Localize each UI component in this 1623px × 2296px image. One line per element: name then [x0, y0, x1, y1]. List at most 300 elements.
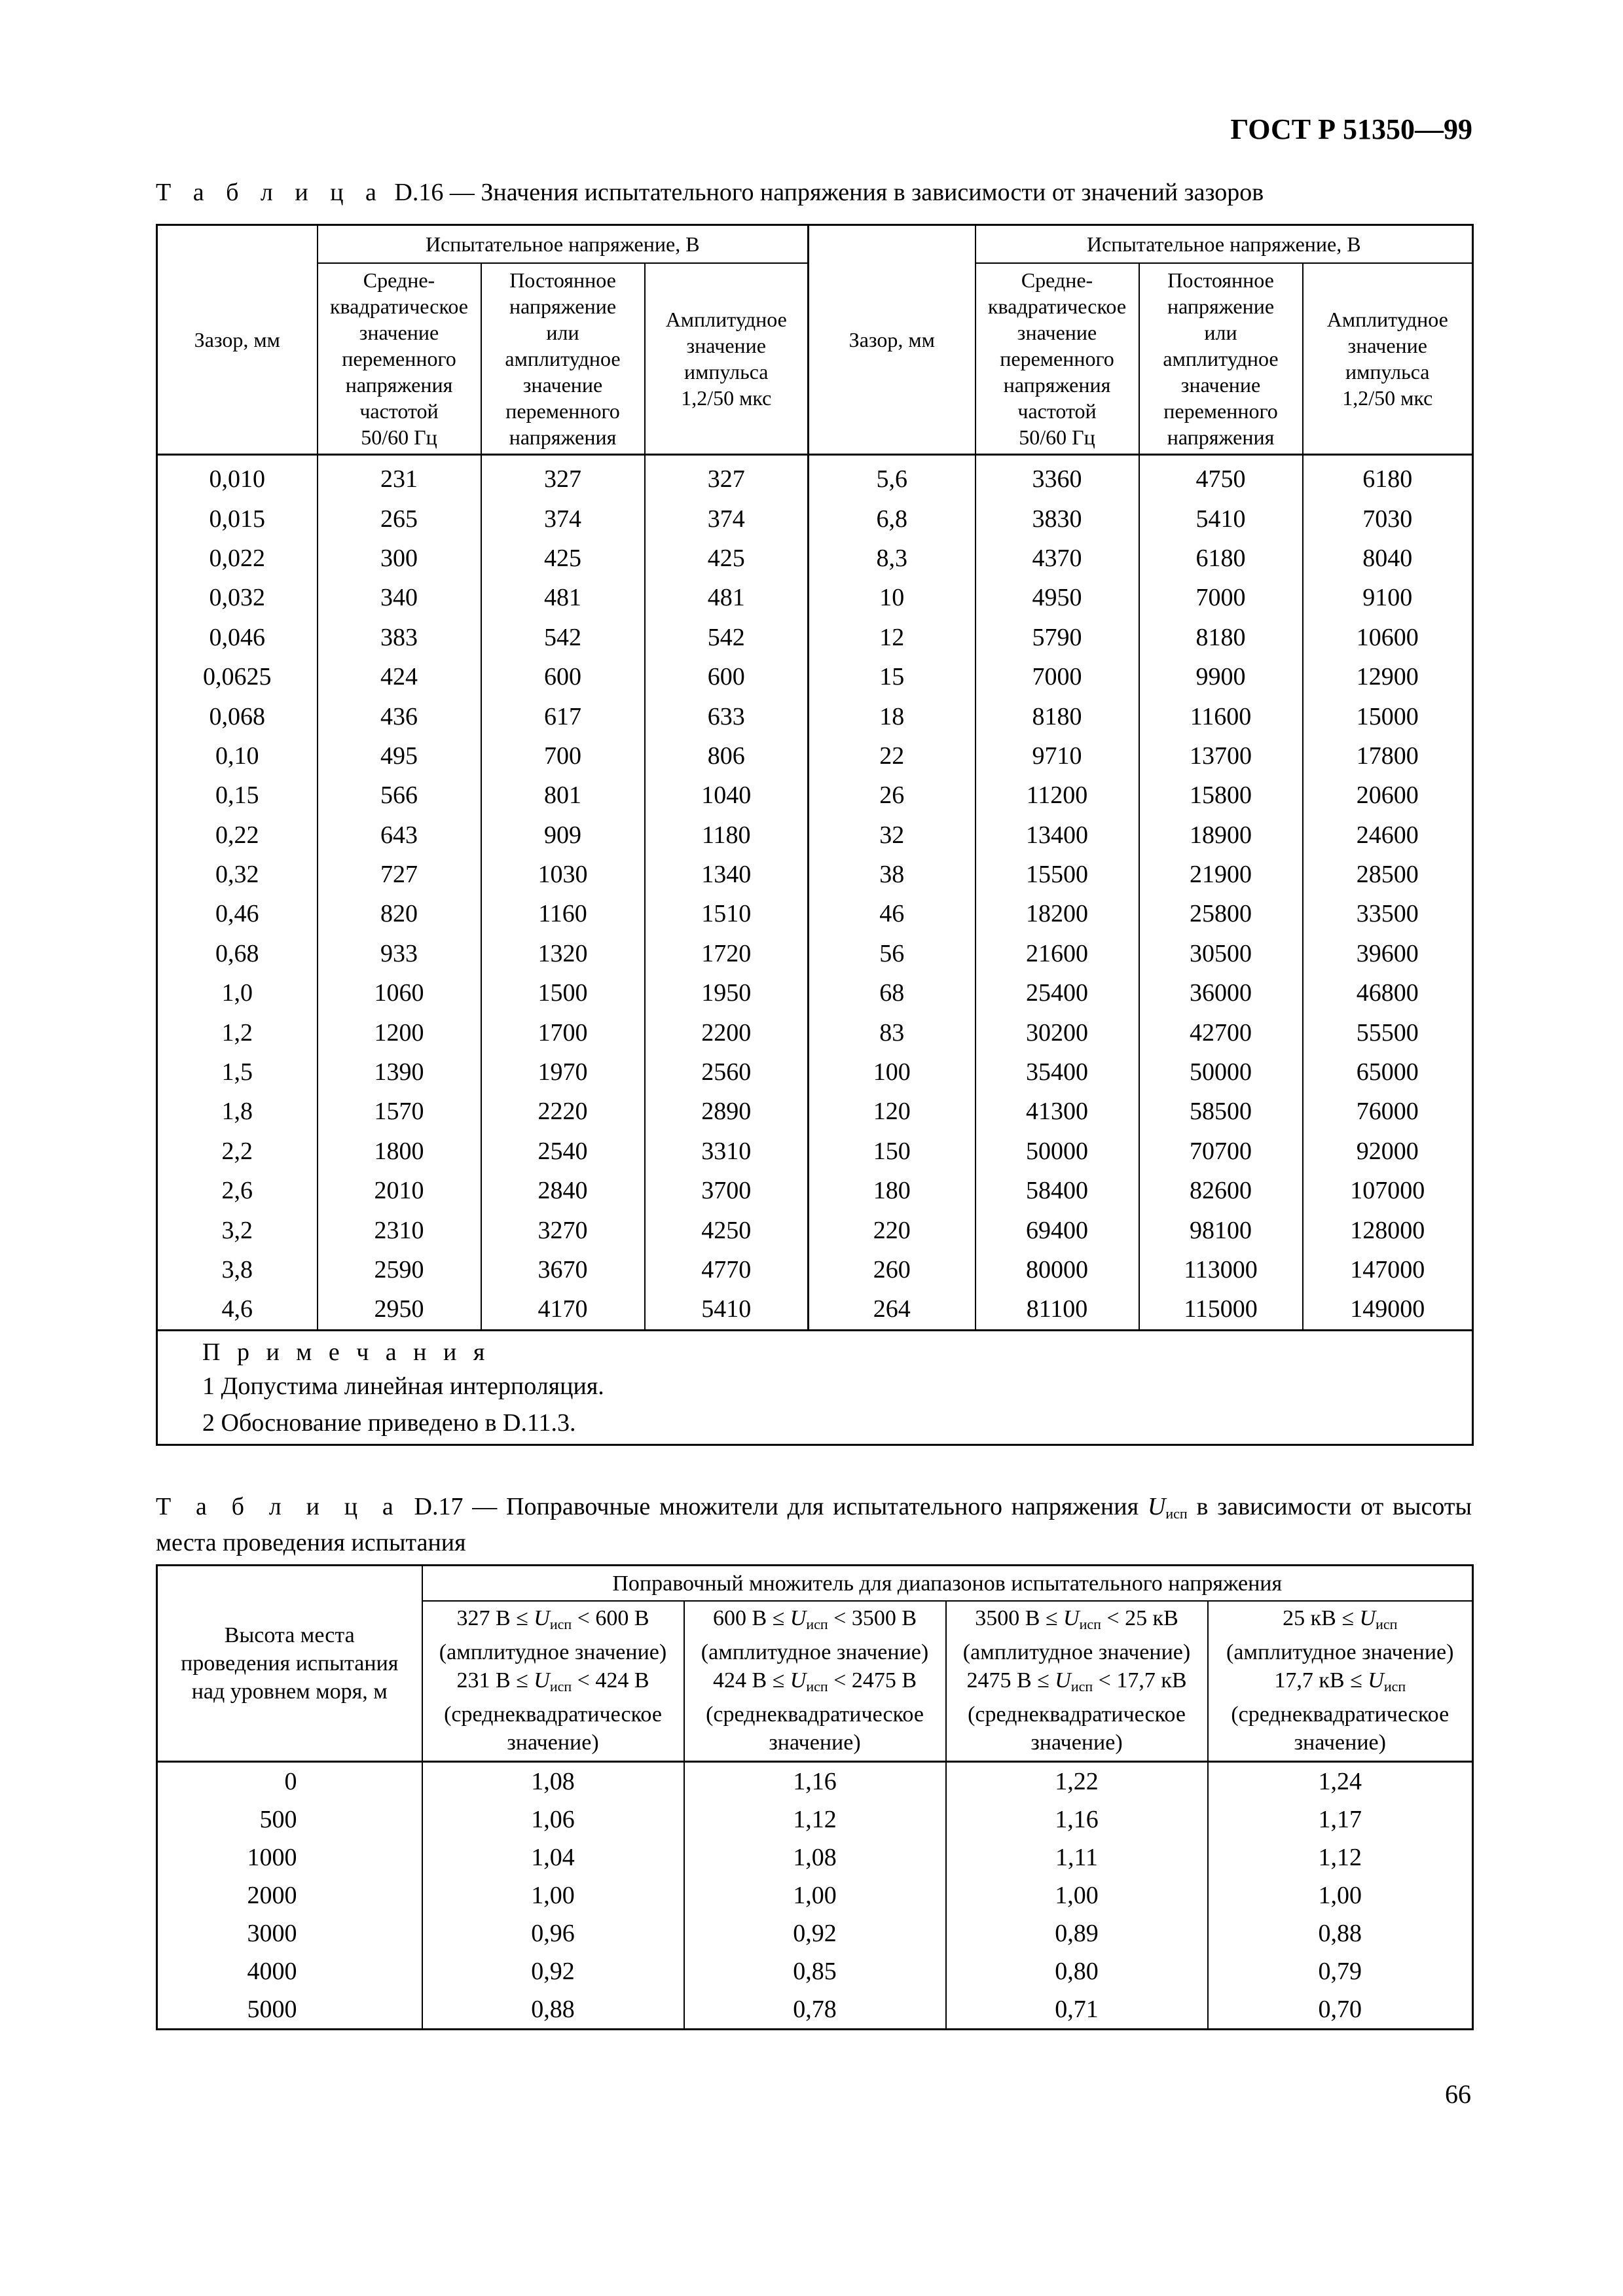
- table-cell: 42700: [1139, 1013, 1303, 1052]
- table-cell: 4250: [645, 1210, 809, 1249]
- range-text: значение): [1294, 1731, 1386, 1755]
- range-text: U: [1368, 1668, 1384, 1693]
- table-cell: 425: [645, 539, 809, 578]
- table-cell: 22: [809, 736, 976, 776]
- table-cell: 0,79: [1318, 1958, 1362, 1985]
- table-cell: 1,0: [157, 973, 318, 1013]
- table-cell: 0,10: [157, 736, 318, 776]
- table-cell: 5,6: [809, 455, 976, 499]
- range-text: < 600 В: [572, 1606, 649, 1630]
- table-cell: 1,16: [684, 1762, 946, 1801]
- table-cell: 38: [809, 855, 976, 894]
- range-text: значение): [1030, 1731, 1123, 1755]
- table-cell: 147000: [1350, 1256, 1425, 1283]
- table-cell: 3830: [976, 499, 1139, 538]
- table-cell: 3310: [645, 1132, 809, 1171]
- table-cell: 12: [809, 618, 976, 657]
- table-cell: 70700: [1139, 1132, 1303, 1171]
- table-cell: 3000: [157, 1914, 422, 1952]
- table-cell: 374: [645, 499, 809, 538]
- range-text: значение): [769, 1731, 861, 1755]
- table-row: [157, 1762, 1473, 1801]
- table-row: [157, 1171, 1473, 1210]
- table-row: [157, 934, 1473, 973]
- voltage-symbol: U: [1147, 1493, 1166, 1520]
- header-factor-group: Поправочный множитель для диапазонов испытательного напряжения: [422, 1566, 1473, 1602]
- table-cell: 3360: [976, 455, 1139, 499]
- table-cell: 4000: [157, 1952, 422, 1990]
- table-cell: 80000: [976, 1250, 1139, 1289]
- table-cell: 2560: [645, 1052, 809, 1092]
- table-cell: 15000: [1356, 702, 1419, 730]
- table-cell: 180: [809, 1171, 976, 1210]
- table-cell: 0,96: [422, 1914, 684, 1952]
- table-row: [157, 696, 1473, 736]
- table-label: Т а б л и ц а: [156, 1493, 401, 1520]
- table-row: [157, 1952, 1473, 1990]
- table-cell: 3270: [481, 1210, 645, 1249]
- table-cell: 58400: [976, 1171, 1139, 1210]
- table-cell: 0,015: [157, 499, 318, 538]
- table-cell: 3700: [645, 1171, 809, 1210]
- table-row: [157, 1250, 1473, 1289]
- table-cell: 98100: [1139, 1210, 1303, 1249]
- table-cell: 76000: [1356, 1098, 1419, 1126]
- header-gap-right: Зазор, мм: [809, 225, 976, 455]
- table-cell: 9100: [1362, 584, 1413, 612]
- table-cell: 643: [318, 816, 481, 855]
- table-cell: 909: [481, 816, 645, 855]
- table-cell: 0,68: [157, 934, 318, 973]
- table-cell: 2950: [318, 1289, 481, 1330]
- table-cell: 0,010: [157, 455, 318, 499]
- table-cell: 69400: [976, 1210, 1139, 1249]
- table-cell: 327: [481, 455, 645, 499]
- table-d17: [156, 1564, 1474, 2030]
- table-cell: 32: [809, 816, 976, 855]
- table-cell: 115000: [1139, 1289, 1303, 1330]
- table-cell: 1,00: [946, 1876, 1208, 1914]
- table-cell: 1500: [481, 973, 645, 1013]
- table-cell: 500: [157, 1801, 422, 1839]
- table-cell: 633: [645, 696, 809, 736]
- table-cell: 383: [318, 618, 481, 657]
- table-cell: 1320: [481, 934, 645, 973]
- table-cell: 1030: [481, 855, 645, 894]
- table-cell: 0,89: [946, 1914, 1208, 1952]
- table-row: [157, 816, 1473, 855]
- table-cell: 425: [481, 539, 645, 578]
- table-row: [157, 499, 1473, 538]
- range-text: исп: [549, 1678, 572, 1695]
- range-text: 2475 В ≤: [966, 1668, 1055, 1693]
- header-impulse: Амплитудное значение импульса 1,2/50 мкс: [645, 263, 809, 455]
- table-row: [157, 455, 1473, 499]
- table-cell: 933: [318, 934, 481, 973]
- table-cell: 4,6: [157, 1289, 318, 1330]
- table-cell: 1,8: [157, 1092, 318, 1131]
- table-row: [157, 1289, 1473, 1330]
- table-cell: 0,046: [157, 618, 318, 657]
- table-cell: 7000: [1139, 578, 1303, 617]
- table-cell: 113000: [1139, 1250, 1303, 1289]
- table-cell: 13700: [1139, 736, 1303, 776]
- header-gap-left: Зазор, мм: [157, 225, 318, 455]
- table-cell: 801: [481, 776, 645, 815]
- table-cell: 1040: [645, 776, 809, 815]
- range-text: исп: [549, 1616, 572, 1632]
- header-voltage-right: Испытательное напряжение, В: [976, 225, 1473, 264]
- header-range-4: [1208, 1601, 1473, 1762]
- table-cell: 2,2: [157, 1132, 318, 1171]
- range-text: (амплитудное значение): [439, 1640, 667, 1664]
- table-cell: 1,17: [1318, 1806, 1362, 1833]
- table-cell: 3,2: [157, 1210, 318, 1249]
- document-id: ГОСТ Р 51350—99: [1230, 113, 1472, 145]
- range-text: (среднеквадратическое: [1231, 1702, 1450, 1727]
- table-cell: 4370: [976, 539, 1139, 578]
- table-title: D.17 — Поправочные множители для испытательного напряжения: [414, 1493, 1139, 1520]
- table-cell: 30200: [976, 1013, 1139, 1052]
- table-cell: 265: [318, 499, 481, 538]
- range-text: исп: [806, 1678, 828, 1695]
- header-range-1: [422, 1601, 684, 1762]
- table-cell: 1,5: [157, 1052, 318, 1092]
- table-cell: 374: [481, 499, 645, 538]
- page-number: 66: [1445, 2079, 1471, 2109]
- table-cell: 1,08: [422, 1762, 684, 1801]
- table-d17-caption: [156, 1492, 1472, 1557]
- table-cell: 9710: [976, 736, 1139, 776]
- table-cell: 4750: [1139, 455, 1303, 499]
- table-cell: 0,22: [157, 816, 318, 855]
- table-cell: 33500: [1356, 900, 1419, 928]
- table-cell: 10: [809, 578, 976, 617]
- table-row: [157, 1990, 1473, 2030]
- table-cell: 0,85: [684, 1952, 946, 1990]
- range-text: U: [534, 1668, 550, 1693]
- range-text: U: [1055, 1668, 1071, 1693]
- table-cell: 46: [809, 894, 976, 933]
- table-cell: 1950: [645, 973, 809, 1013]
- table-cell: 82600: [1139, 1171, 1303, 1210]
- table-cell: 1,12: [1318, 1844, 1362, 1871]
- table-cell: 6,8: [809, 499, 976, 538]
- table-cell: 424: [318, 657, 481, 696]
- range-text: < 17,7 кВ: [1093, 1668, 1187, 1693]
- table-cell: 2540: [481, 1132, 645, 1171]
- table-cell: 6180: [1139, 539, 1303, 578]
- table-cell: 700: [481, 736, 645, 776]
- table-cell: 11200: [976, 776, 1139, 815]
- table-cell: 150: [809, 1132, 976, 1171]
- table-cell: 100: [809, 1052, 976, 1092]
- range-text: U: [534, 1606, 550, 1630]
- range-text: 327 В ≤: [456, 1606, 534, 1630]
- table-row: [157, 1092, 1473, 1131]
- range-text: U: [1359, 1606, 1376, 1630]
- table-cell: 0,88: [1318, 1920, 1362, 1947]
- table-cell: 6180: [1362, 465, 1413, 493]
- table-cell: 65000: [1356, 1058, 1419, 1086]
- header-voltage-left: Испытательное напряжение, В: [318, 225, 809, 264]
- table-cell: 18900: [1139, 816, 1303, 855]
- table-cell: 436: [318, 696, 481, 736]
- table-d16-body: [157, 455, 1473, 1331]
- table-cell: 566: [318, 776, 481, 815]
- table-cell: 1800: [318, 1132, 481, 1171]
- table-cell: 41300: [976, 1092, 1139, 1131]
- table-cell: 1,00: [1318, 1882, 1362, 1909]
- table-cell: 21600: [976, 934, 1139, 973]
- table-cell: 9900: [1139, 657, 1303, 696]
- table-cell: 0,32: [157, 855, 318, 894]
- range-text: < 25 кВ: [1101, 1606, 1178, 1630]
- table-cell: 1510: [645, 894, 809, 933]
- header-range-2: [684, 1601, 946, 1762]
- notes-title: П р и м е ч а н и я: [157, 1330, 1473, 1367]
- range-text: исп: [1070, 1678, 1093, 1695]
- table-cell: 26: [809, 776, 976, 815]
- table-cell: 0,70: [1318, 1996, 1362, 2023]
- table-cell: 30500: [1139, 934, 1303, 973]
- table-row: [157, 776, 1473, 815]
- table-cell: 2220: [481, 1092, 645, 1131]
- table-cell: 0,80: [946, 1952, 1208, 1990]
- table-d16: [156, 224, 1474, 1446]
- table-cell: 0,92: [422, 1952, 684, 1990]
- table-cell: 24600: [1356, 821, 1419, 849]
- table-cell: 20600: [1356, 781, 1419, 810]
- note-2: 2 Обоснование приведено в D.11.3.: [202, 1408, 576, 1437]
- table-cell: 2,6: [157, 1171, 318, 1210]
- range-text: < 2475 В: [828, 1668, 917, 1693]
- table-row: [157, 973, 1473, 1013]
- table-cell: 8040: [1362, 544, 1413, 572]
- range-text: (среднеквадратическое: [444, 1702, 662, 1727]
- table-d16-caption: [156, 178, 1472, 207]
- table-d17-body: [157, 1762, 1473, 2030]
- table-title-cont: в зависимости от высоты места проведения испытания: [156, 1493, 1472, 1556]
- table-cell: 1200: [318, 1013, 481, 1052]
- range-text: 424 В ≤: [712, 1668, 790, 1693]
- table-cell: 1160: [481, 894, 645, 933]
- table-cell: 327: [645, 455, 809, 499]
- table-cell: 2310: [318, 1210, 481, 1249]
- table-cell: 50000: [976, 1132, 1139, 1171]
- table-cell: 2000: [157, 1876, 422, 1914]
- table-cell: 820: [318, 894, 481, 933]
- table-row: [157, 539, 1473, 578]
- table-cell: 0,46: [157, 894, 318, 933]
- header-dc: Постоянное напряжение или амплитудное значение переменного напряжения: [481, 263, 645, 455]
- table-cell: 46800: [1356, 979, 1419, 1007]
- table-cell: 1970: [481, 1052, 645, 1092]
- table-cell: 149000: [1350, 1295, 1425, 1323]
- table-cell: 1,11: [946, 1839, 1208, 1876]
- table-row: [157, 1132, 1473, 1171]
- table-cell: 18: [809, 696, 976, 736]
- table-cell: 15800: [1139, 776, 1303, 815]
- table-cell: 1340: [645, 855, 809, 894]
- table-cell: 300: [318, 539, 481, 578]
- table-cell: 4170: [481, 1289, 645, 1330]
- table-row: [157, 736, 1473, 776]
- range-text: исп: [1079, 1616, 1101, 1632]
- table-cell: 83: [809, 1013, 976, 1052]
- table-cell: 1570: [318, 1092, 481, 1131]
- table-cell: 68: [809, 973, 976, 1013]
- table-cell: 8180: [976, 696, 1139, 736]
- table-cell: 15500: [976, 855, 1139, 894]
- table-cell: 3670: [481, 1250, 645, 1289]
- table-cell: 8,3: [809, 539, 976, 578]
- table-row: [157, 657, 1473, 696]
- table-row: [157, 1876, 1473, 1914]
- table-cell: 5000: [157, 1990, 422, 2030]
- table-row: [157, 618, 1473, 657]
- table-row: [157, 1839, 1473, 1876]
- header-impulse: Амплитудное значение импульса 1,2/50 мкс: [1303, 263, 1473, 455]
- table-cell: 1,06: [422, 1801, 684, 1839]
- table-cell: 25400: [976, 973, 1139, 1013]
- table-cell: 10600: [1356, 623, 1419, 651]
- table-cell: 0,88: [422, 1990, 684, 2030]
- table-cell: 17800: [1356, 742, 1419, 770]
- header-range-3: [946, 1601, 1208, 1762]
- table-cell: 8180: [1139, 618, 1303, 657]
- header-height: Высота места проведения испытания над уровнем моря, м: [157, 1566, 422, 1762]
- range-text: 17,7 кВ ≤: [1274, 1668, 1368, 1693]
- table-cell: 1000: [157, 1839, 422, 1876]
- table-cell: 56: [809, 934, 976, 973]
- table-cell: 5410: [1139, 499, 1303, 538]
- table-cell: 28500: [1356, 861, 1419, 889]
- range-text: 600 В ≤: [712, 1606, 790, 1630]
- range-text: U: [790, 1606, 807, 1630]
- table-cell: 1,24: [1318, 1768, 1362, 1795]
- range-text: значение): [507, 1731, 599, 1755]
- table-cell: 0,0625: [157, 657, 318, 696]
- table-cell: 0,92: [684, 1914, 946, 1952]
- table-cell: 220: [809, 1210, 976, 1249]
- range-text: < 3500 В: [828, 1606, 917, 1630]
- table-cell: 55500: [1356, 1018, 1419, 1047]
- table-cell: 260: [809, 1250, 976, 1289]
- table-cell: 1060: [318, 973, 481, 1013]
- table-cell: 542: [481, 618, 645, 657]
- table-cell: 1,22: [946, 1762, 1208, 1801]
- table-cell: 2590: [318, 1250, 481, 1289]
- table-cell: 36000: [1139, 973, 1303, 1013]
- range-text: 231 В ≤: [456, 1668, 534, 1693]
- table-cell: 3,8: [157, 1250, 318, 1289]
- table-row: [157, 1801, 1473, 1839]
- header-rms: Средне- квадратическое значение переменного напряжения частотой 50/60 Гц: [976, 263, 1139, 455]
- table-row: [157, 855, 1473, 894]
- table-cell: 58500: [1139, 1092, 1303, 1131]
- table-cell: 21900: [1139, 855, 1303, 894]
- table-cell: 107000: [1350, 1177, 1425, 1205]
- table-cell: 50000: [1139, 1052, 1303, 1092]
- table-cell: 617: [481, 696, 645, 736]
- range-text: 25 кВ ≤: [1283, 1606, 1360, 1630]
- table-cell: 35400: [976, 1052, 1139, 1092]
- note-1: 1 Допустима линейная интерполяция.: [202, 1372, 604, 1400]
- table-cell: 7000: [976, 657, 1139, 696]
- table-cell: 600: [645, 657, 809, 696]
- table-cell: 7030: [1362, 505, 1413, 533]
- table-cell: 542: [645, 618, 809, 657]
- table-cell: 264: [809, 1289, 976, 1330]
- table-cell: 0,78: [684, 1990, 946, 2030]
- table-cell: 81100: [976, 1289, 1139, 1330]
- header-rms: Средне- квадратическое значение переменного напряжения частотой 50/60 Гц: [318, 263, 481, 455]
- table-cell: 727: [318, 855, 481, 894]
- table-row: [157, 894, 1473, 933]
- table-cell: 25800: [1139, 894, 1303, 933]
- table-cell: 1,12: [684, 1801, 946, 1839]
- table-cell: 11600: [1139, 696, 1303, 736]
- table-cell: 1,00: [422, 1876, 684, 1914]
- table-row: [157, 1210, 1473, 1249]
- range-text: (амплитудное значение): [1226, 1640, 1454, 1664]
- table-cell: 39600: [1356, 939, 1419, 967]
- table-cell: 0,15: [157, 776, 318, 815]
- table-cell: 12900: [1356, 663, 1419, 691]
- table-row: [157, 1914, 1473, 1952]
- table-cell: 13400: [976, 816, 1139, 855]
- table-cell: 1180: [645, 816, 809, 855]
- table-cell: 2890: [645, 1092, 809, 1131]
- range-text: U: [790, 1668, 807, 1693]
- table-cell: 231: [318, 455, 481, 499]
- header-dc: Постоянное напряжение или амплитудное значение переменного напряжения: [1139, 263, 1303, 455]
- table-row: [157, 1013, 1473, 1052]
- table-cell: 128000: [1350, 1216, 1425, 1244]
- range-text: исп: [1383, 1678, 1406, 1695]
- table-cell: 2200: [645, 1013, 809, 1052]
- range-text: исп: [806, 1616, 828, 1632]
- table-cell: 340: [318, 578, 481, 617]
- table-cell: 1,08: [684, 1839, 946, 1876]
- table-cell: 0: [157, 1762, 422, 1801]
- table-cell: 15: [809, 657, 976, 696]
- table-cell: 495: [318, 736, 481, 776]
- table-cell: 0,032: [157, 578, 318, 617]
- table-cell: 1,16: [946, 1801, 1208, 1839]
- table-cell: 18200: [976, 894, 1139, 933]
- range-text: (амплитудное значение): [701, 1640, 929, 1664]
- table-cell: 806: [645, 736, 809, 776]
- table-cell: 2840: [481, 1171, 645, 1210]
- table-cell: 4770: [645, 1250, 809, 1289]
- table-cell: 4950: [976, 578, 1139, 617]
- table-cell: 0,71: [946, 1990, 1208, 2030]
- table-cell: 1,04: [422, 1839, 684, 1876]
- table-cell: 1390: [318, 1052, 481, 1092]
- table-cell: 2010: [318, 1171, 481, 1210]
- voltage-subscript: исп: [1165, 1505, 1188, 1522]
- table-row: [157, 1052, 1473, 1092]
- table-cell: 5410: [645, 1289, 809, 1330]
- range-text: 3500 В ≤: [975, 1606, 1064, 1630]
- range-text: исп: [1376, 1616, 1398, 1632]
- table-cell: 1,00: [684, 1876, 946, 1914]
- table-title: D.16 — Значения испытательного напряжения в зависимости от значений зазоров: [394, 179, 1264, 206]
- table-label: Т а б л и ц а: [156, 179, 384, 206]
- table-cell: 481: [481, 578, 645, 617]
